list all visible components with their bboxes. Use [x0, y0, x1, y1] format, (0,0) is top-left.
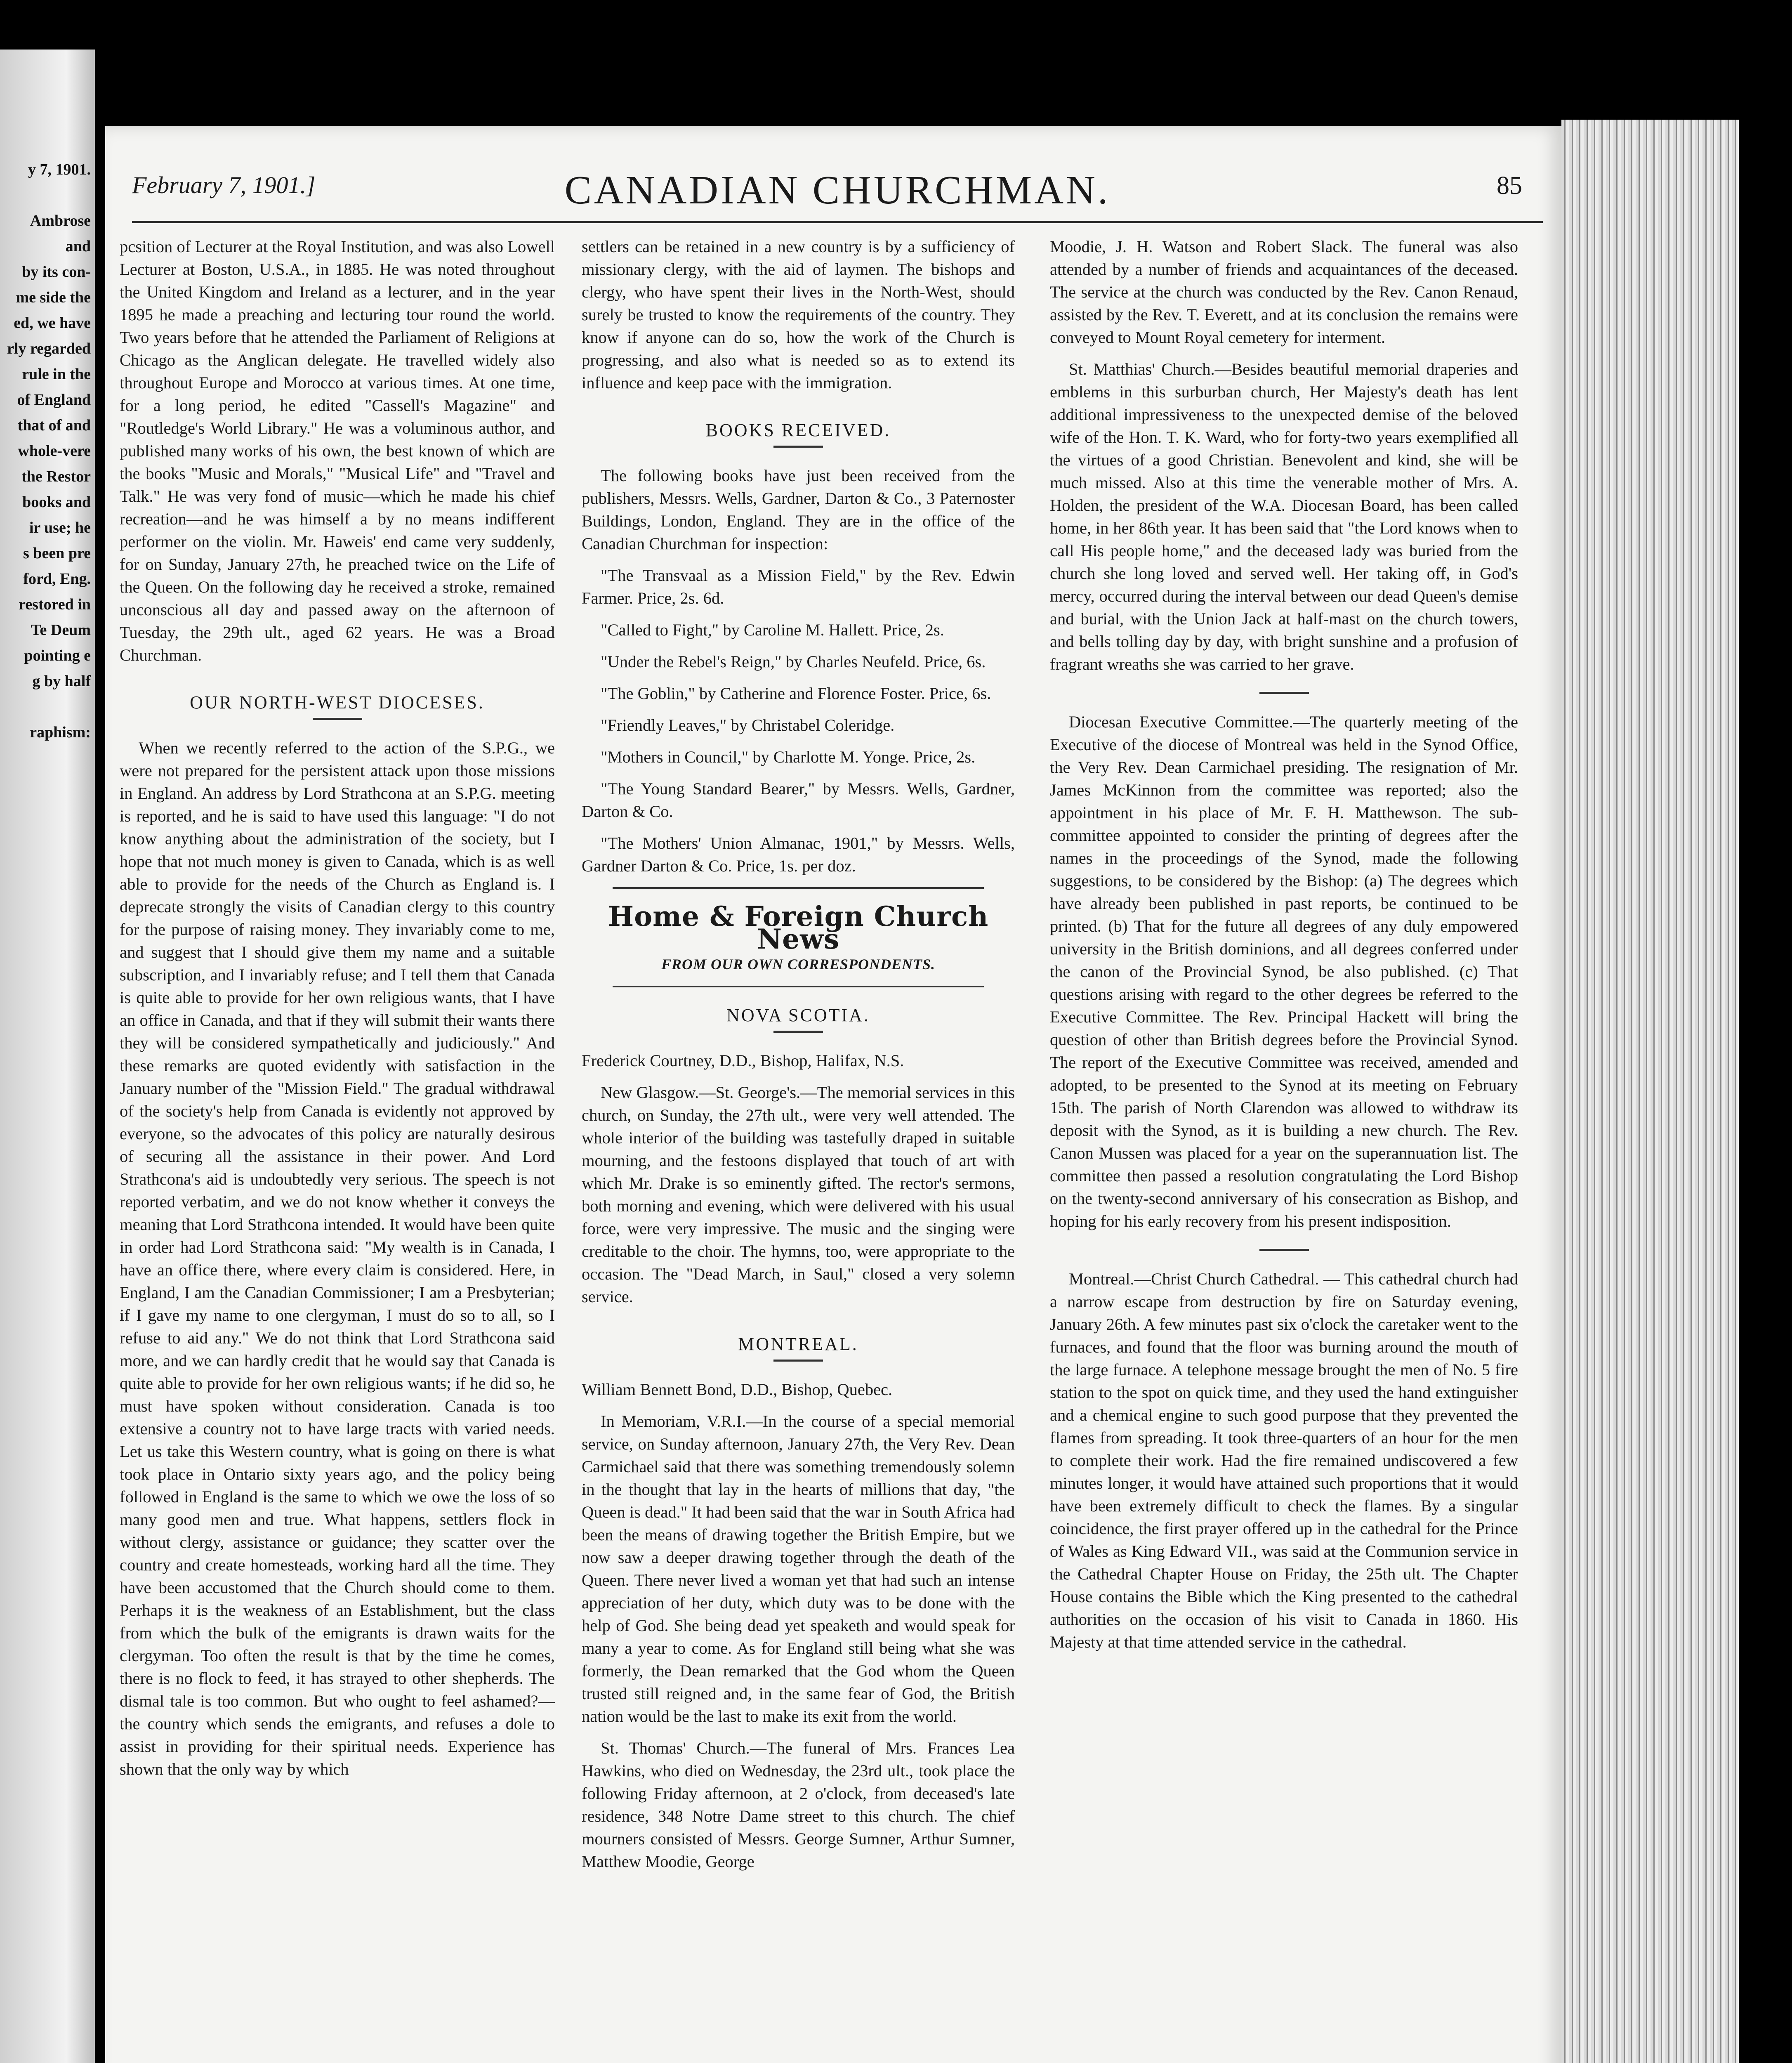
- new-glasgow-paragraph: New Glasgow.—St. George's.—The memorial services in this church, on Sunday, the 27th ult., were very well attended. The whole interior of the building was tastefully draped in suitable mourning, and the festoons displayed that touch of art with which Mr. Drake is so eminently gifted. The rector's sermons, both morning and evening, which were delivered with his usual force, were very impressive. The music and the singing were creditable to the choir. The hymns, too, were appropriate to the occasion. The "Dead March, in Saul," closed a very solemn service.: [582, 1083, 1015, 1306]
- book-entry: "The Goblin," by Catherine and Florence Foster. Price, 6s.: [601, 684, 991, 703]
- haweis-paragraph: pcsition of Lecturer at the Royal Institution, and was also Lowell Lecturer at Boston, U.S.A., in 1885. He was noted throughout the United Kingdom and Ireland as a lecturer, and in the year 1895 he made a preaching and lecturing tour round the world. Two years before that he attended the Parliament of Religions at Chicago as the Anglican delegate. He travelled widely also throughout Europe and Morocco at various times. At one time, for a long period, he edited "Cassell's Magazine" and "Routledge's World Library." He was a voluminous author, and published many works of his own, the best known of which are the books "Music and Morals," "Musical Life" and "Travel and Talk." He was very fond of music—which he made his chief recreation—and he was himself a by no means indifferent performer on the violin. Mr. Haweis' end came very suddenly, for on Sunday, January 27th, he preached twice on the Life of the Queen. On the following day he received a stroke, remained unconscious all day and passed away on the afternoon of Tuesday, the 29th ult., aged 62 years. He was a Broad Churchman.: [120, 237, 555, 664]
- cathedral-fire-paragraph: Montreal.—Christ Church Cathedral. — This cathedral church had a narrow escape from destruction by fire on Saturday evening, January 26th. A few minutes past six o'clock the caretaker went to the furnaces, and found that the floor was burning around the mouth of the large furnace. A telephone message brought the men of No. 5 fire station to the spot on quick time, and they used the hand extinguisher and a chemical engine to such good purpose that they prevented the flames from spreading. It took three-quarters of an hour for the men to complete their work. Had the fire remained undiscovered a few minutes longer, it would have attained such proportions that it would have been extremely difficult to check the flames. By a singular coincidence, the first prayer offered up in the cathedral for the Prince of Wales as King Edward VII., was said at the Communion service in the Cathedral Chapter House on Friday, the 25th ult. The Chapter House contains the Bible which the King presented to the cathedral authorities on the occasion of his visit to Canada in 1860. His Majesty at that time attended service in the cathedral.: [1050, 1270, 1518, 1651]
- page-number: 85: [1497, 172, 1522, 200]
- funeral-continuation: Moodie, J. H. Watson and Robert Slack. The funeral was also attended by a number of friends and acquaintances of the deceased. The service at the church was conducted by the Rev. Canon Renaud, assisted by the Rev. T. Everett, and at its conclusion the remains were conveyed to Mount Royal cemetery for interment.: [1050, 237, 1518, 347]
- section-title-books: BOOKS RECEIVED.: [705, 420, 891, 440]
- news-bottom-rule: [613, 986, 984, 987]
- adjacent-page-text: y 7, 1901. Ambrose and by its con- me side the ed, we have rly regarded rule in the of England that of and whole-vere the Restor books and ir use; he s been pre ford, Eng. restored in Te Deum pointing e g by half raphism:: [7, 161, 91, 741]
- section-title-montreal: MONTREAL.: [738, 1334, 858, 1354]
- issue-date: February 7, 1901.]: [132, 172, 316, 198]
- section-rule: [313, 718, 362, 720]
- page-stack-edge: [1561, 120, 1739, 2063]
- section-rule: [1259, 1249, 1309, 1251]
- book-entry: "Friendly Leaves," by Christabel Coleridge.: [601, 716, 895, 734]
- st-thomas-paragraph: St. Thomas' Church.—The funeral of Mrs. Frances Lea Hawkins, who died on Wednesday, the 23rd ult., took place the following Friday afternoon, at 2 o'clock, from deceased's late residence, 348 Notre Dame street to this church. The chief mourners consisted of Messrs. George Sumner, Arthur Sumner, Matthew Moodie, George: [582, 1739, 1015, 1871]
- executive-committee-paragraph: Diocesan Executive Committee.—The quarterly meeting of the Executive of the diocese of Montreal was held in the Synod Office, the Very Rev. Dean Carmichael presiding. The resignation of Mr. James McKinnon from the committee was reported; also the appointment in his place of Mr. F. H. Matthewson. The sub-committee appointed to consider the printing of degrees after the names in the proceedings of the Synod, made the following suggestions, to be considered by the Bishop: (a) The degrees which have already been published in past reports, be continued to be printed. (b) That for the future all degrees of any duly empowered university in the British dominions, and all degrees conferred under the canon of the Provincial Synod, be also published. (c) That questions arising with regard to the other degrees be referred to the Executive Committee. The Rev. Principal Hackett will bring the question of other than British degrees before the Provincial Synod. The report of the Executive Committee was received, amended and adopted, to be presented to the Synod at its meeting on February 15th. The parish of North Clarendon was allowed to withdraw its deposit with the Synod, as it is building a new church. The Rev. Canon Mussen was placed for a year on the superannuation list. The committee then passed a resolution congratulating the Lord Bishop on the twenty-second anniversary of his consecration as Bishop, and hoping for his early recovery from his present indisposition.: [1050, 713, 1518, 1230]
- page-header: [132, 163, 1543, 223]
- book-entry: "The Young Standard Bearer," by Messrs. Wells, Gardner, Darton & Co.: [582, 779, 1015, 821]
- settlers-paragraph: settlers can be retained in a new country is by a sufficiency of missionary clergy, with the aid of laymen. The bishops and clergy, who have spent their lives in the North-West, should surely be trusted to know the requirements of the country. They know if anyone can do so, how the work of the Church is progressing, and also what is needed so as to extend its influence and keep pace with the immigration.: [582, 237, 1015, 392]
- section-rule: [773, 446, 823, 448]
- book-entry: "Under the Rebel's Reign," by Charles Neufeld. Price, 6s.: [601, 652, 986, 671]
- column-2: [582, 235, 1015, 1882]
- book-entry: "Called to Fight," by Caroline M. Hallett. Price, 2s.: [601, 621, 944, 639]
- masthead-title: CANADIAN CHURCHMAN.: [564, 168, 1111, 212]
- montreal-bishop: William Bennett Bond, D.D., Bishop, Quebec.: [582, 1380, 893, 1399]
- northwest-paragraph: When we recently referred to the action of the S.P.G., we were not prepared for the persistent attack upon those missions in England. An address by Lord Strathcona at an S.P.G. meeting is reported, and he is said to have used this language: "I do not know anything about the administration of the society, but I hope that not much money is given to Canada, which is as well able to provide for the needs of the Church as England is. I deprecate strongly the visits of Canadian clergy to this country for the purpose of raising money. They invariably come to me, and suggest that I should give them my name and a suitable subscription, and I invariably refuse; and I tell them that Canada is quite able to provide for her own religious wants, that I have an office in Canada, and that if they will submit their wants there they will be considered sympathetically and judiciously." And these remarks are quoted evidently with satisfaction in the January number of the "Mission Field." The gradual withdrawal of the society's help from Canada is evidently not approved by everyone, so the advocates of this policy are naturally desirous of securing all the assistance in their power. And Lord Strathcona's aid is undoubtedly very serious. The speech is not reported verbatim, and we do not know whether it conveys the meaning that Lord Strathcona intended. It would have been quite in order had Lord Strathcona said: "My wealth is in Canada, I have an office there, where every claim is considered. Here, in England, I am the Canadian Commissioner; I am a Presbyterian; if I gave my name to one clergyman, I must do so to all, so I refuse to aid any." We do not think that Lord Strathcona said more, and we can hardly credit that he would say that Canada is quite able to provide for her own religious wants; if he did so, he must have spoken without consideration. Canada is too extensive a country not to have large tracts with varied needs. Let us take this Western country, what is going on there is what took place in Ontario sixty years ago, and the policy being followed in England is the same to which we owe the loss of so many good men and true. What happens, settlers flock in without clergy, assistance or guidance; they scatter over the country and create homesteads, working hard all the time. They have been accustomed that the Church should come to them. Perhaps it is the weakness of an Establishment, but the class from which the bulk of the emigrants is drawn waits for the clergyman. Too often the result is that by the time he comes, there is no flock to feed, it has strayed to other shepherds. The dismal tale is too common. But who ought to feel ashamed?—the country which sends the emigrants, and refuses a dole to assist in providing for their spiritual needs. Experience has shown that the only way by which: [120, 739, 555, 1778]
- book-entry: "The Transvaal as a Mission Field," by the Rev. Edwin Farmer. Price, 2s. 6d.: [582, 566, 1015, 607]
- st-matthias-paragraph: St. Matthias' Church.—Besides beautiful memorial draperies and emblems in this surburban church, Her Majesty's death has lent additional impressiveness to the unexpected demise of the beloved wife of the Hon. T. K. Ward, who for forty-two years exemplified all the virtues of a good Christian. Benevolent and kind, she will be much missed. Also at this time the venerable mother of Mrs. A. Holden, the president of the W.A. Diocesan Board, has been called home, in her 86th year. It has been said that "the Lord knows when to call His people home," and the deceased lady was buried from the church she long loved and served well. Her taking off, in God's mercy, occurred during the interval between our dead Queen's demise and burial, with the Union Jack at half-mast on the church towers, and bells tolling day by day, with bright sunshine and a profusion of fragrant wreaths she was carried to her grave.: [1050, 360, 1518, 673]
- in-memoriam-paragraph: In Memoriam, V.R.I.—In the course of a special memorial service, on Sunday afternoon, January 27th, the Very Rev. Dean Carmichael said that there was something tremendously solemn in the thought that lay in the hearts of millions that day, "the Queen is dead." It had been said that the war in South Africa had been the means of drawing together the British Empire, but we now saw a deeper drawing together through the death of the Queen. There never lived a woman yet that had such an intense appreciation of her duty, which duty was to be done with the help of God. She being dead yet speaketh and would speak for many a year to come. As for England still being what she was formerly, the Dean remarked that the God whom the Queen trusted still reigned and, in the same fear of God, the British nation would be the last to make its exit from the world.: [582, 1412, 1015, 1725]
- section-rule: [773, 1031, 823, 1033]
- church-news-heading: Home & Foreign Church News: [608, 900, 989, 955]
- column-3: [1050, 235, 1518, 1662]
- section-title-nova-scotia: NOVA SCOTIA.: [726, 1005, 870, 1025]
- nova-scotia-bishop: Frederick Courtney, D.D., Bishop, Halifax, N.S.: [582, 1051, 904, 1070]
- news-top-rule: [613, 887, 984, 889]
- column-1: [120, 235, 555, 1789]
- book-entry: "Mothers in Council," by Charlotte M. Yonge. Price, 2s.: [601, 748, 976, 766]
- book-entry: "The Mothers' Union Almanac, 1901," by Messrs. Wells, Gardner Darton & Co. Price, 1s. per doz.: [582, 834, 1015, 875]
- background-edge: [1739, 103, 1792, 2063]
- adjacent-page-spine: [0, 50, 95, 2063]
- books-intro: The following books have just been received from the publishers, Messrs. Wells, Gardner, Darton & Co., 3 Paternoster Buildings, London, England. They are in the office of the Canadian Churchman for inspection:: [582, 466, 1015, 553]
- correspondents-subheading: FROM OUR OWN CORRESPONDENTS.: [661, 956, 936, 972]
- section-rule: [773, 1360, 823, 1362]
- section-rule: [1259, 692, 1309, 694]
- section-title-northwest: OUR NORTH-WEST DIOCESES.: [190, 692, 485, 713]
